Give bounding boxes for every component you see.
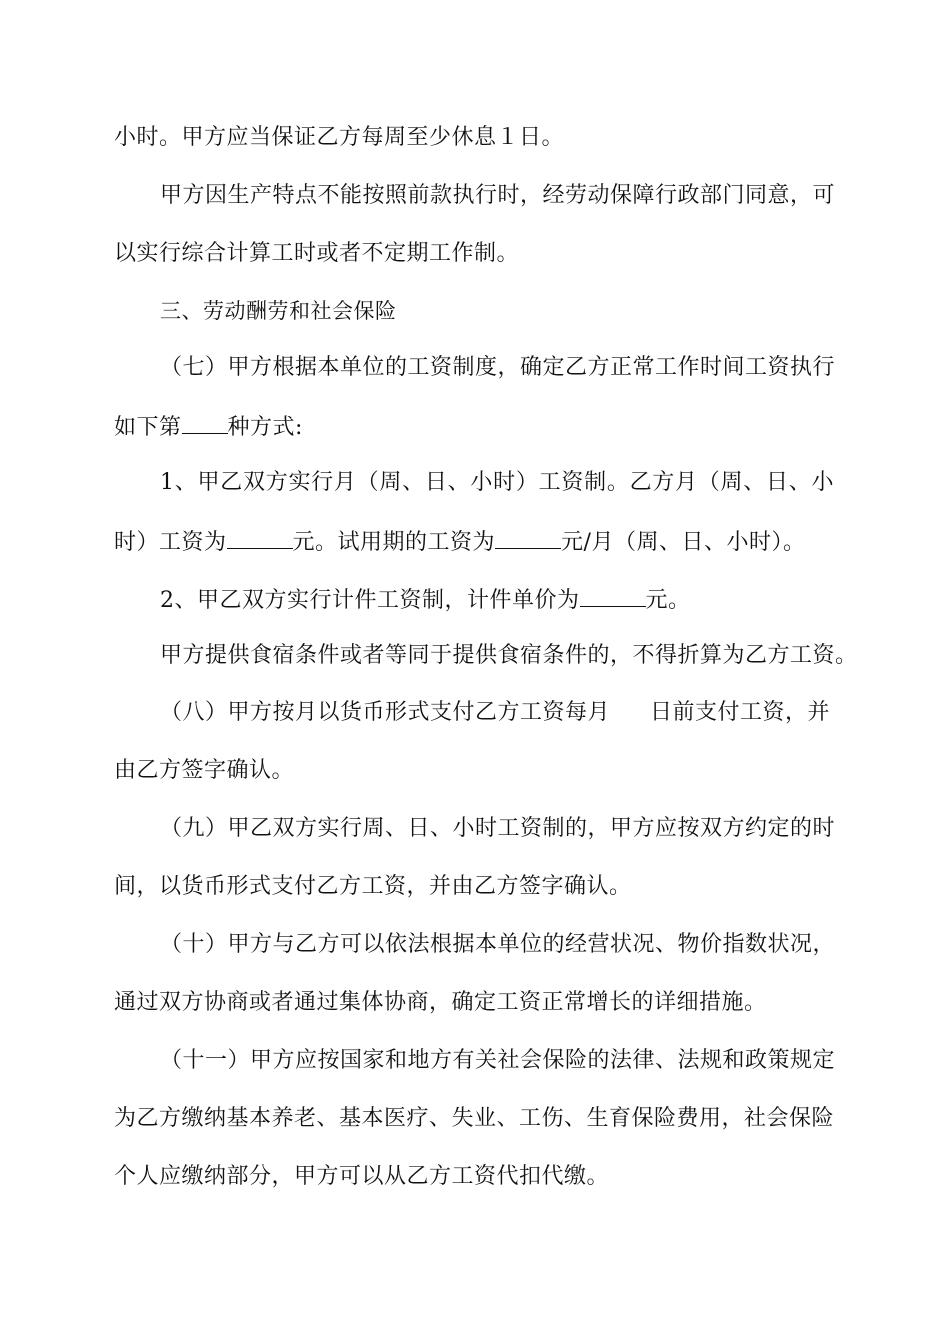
line-text: 2、甲乙双方实行计件工资制，计件单价为 <box>160 588 580 613</box>
text-line <box>114 988 834 1018</box>
line-text: 小时。甲方应当保证乙方每周至少休息１日。 <box>114 125 565 150</box>
line-text: 间，以货币形式支付乙方工资，并由乙方签字确认。 <box>114 874 632 899</box>
line-text: 甲方提供食宿条件或者等同于提供食宿条件的，不得折算为乙方工资。 <box>160 643 858 668</box>
heading-text: 三、劳动酬劳和社会保险 <box>160 299 397 323</box>
fill-blank[interactable] <box>495 526 561 549</box>
line-text: 由乙方签字确认。 <box>114 758 295 783</box>
line-text: （八）甲方按月以货币形式支付乙方工资每月 <box>160 700 611 725</box>
line-text: （九）甲乙双方实行周、日、小时工资制的，甲方应按双方约定的时 <box>160 816 836 841</box>
line-text: 元。 <box>645 588 691 613</box>
line-text: 1、甲乙双方实行月（周、日、小时）工资制。乙方月（周、日、小 <box>160 470 834 495</box>
line-text: （十一）甲方应按国家和地方有关社会保险的法律、法规和政策规定 <box>160 1048 836 1073</box>
paragraph-line <box>160 641 858 671</box>
paragraph-line <box>160 814 834 844</box>
fill-blank[interactable] <box>182 411 228 434</box>
text-line <box>114 756 834 786</box>
paragraph-line <box>160 930 834 960</box>
text-line <box>114 1104 834 1134</box>
fill-blank[interactable] <box>227 526 293 549</box>
line-text: （十）甲方与乙方可以依法根据本单位的经营状况、物价指数状况， <box>160 932 836 957</box>
section-heading <box>160 296 834 326</box>
line-text: 为乙方缴纳基本养老、基本医疗、失业、工伤、生育保险费用，社会保险 <box>114 1106 835 1131</box>
line-text: （七）甲方根据本单位的工资制度，确定乙方正常工作时间工资执行 <box>160 355 836 380</box>
paragraph-line <box>160 584 834 616</box>
line-text: 如下第 <box>114 415 182 440</box>
line-text: 元/月（周、日、小时）。 <box>561 530 806 555</box>
line-text: 甲方因生产特点不能按照前款执行时，经劳动保障行政部门同意，可 <box>160 183 836 208</box>
line-text: 元。试用期的工资为 <box>292 530 496 555</box>
text-line <box>114 411 834 443</box>
text-line <box>114 123 834 153</box>
text-line <box>114 239 834 269</box>
line-text: 种方式: <box>227 415 303 440</box>
paragraph-line <box>160 181 834 211</box>
line-text: 以实行综合计算工时或者不定期工作制。 <box>114 241 520 266</box>
text-line <box>114 526 834 558</box>
text-line <box>114 872 834 902</box>
text-line <box>114 1162 834 1192</box>
paragraph-line <box>160 698 834 728</box>
line-text: 时）工资为 <box>114 530 227 555</box>
paragraph-line <box>160 468 834 498</box>
paragraph-line <box>160 1046 834 1076</box>
fill-blank[interactable] <box>580 584 646 607</box>
line-text: 通过双方协商或者通过集体协商，确定工资正常增长的详细措施。 <box>114 990 767 1015</box>
line-text: 个人应缴纳部分，甲方可以从乙方工资代扣代缴。 <box>114 1164 610 1189</box>
line-text: 日前支付工资，并 <box>650 700 831 725</box>
paragraph-line <box>160 353 834 383</box>
